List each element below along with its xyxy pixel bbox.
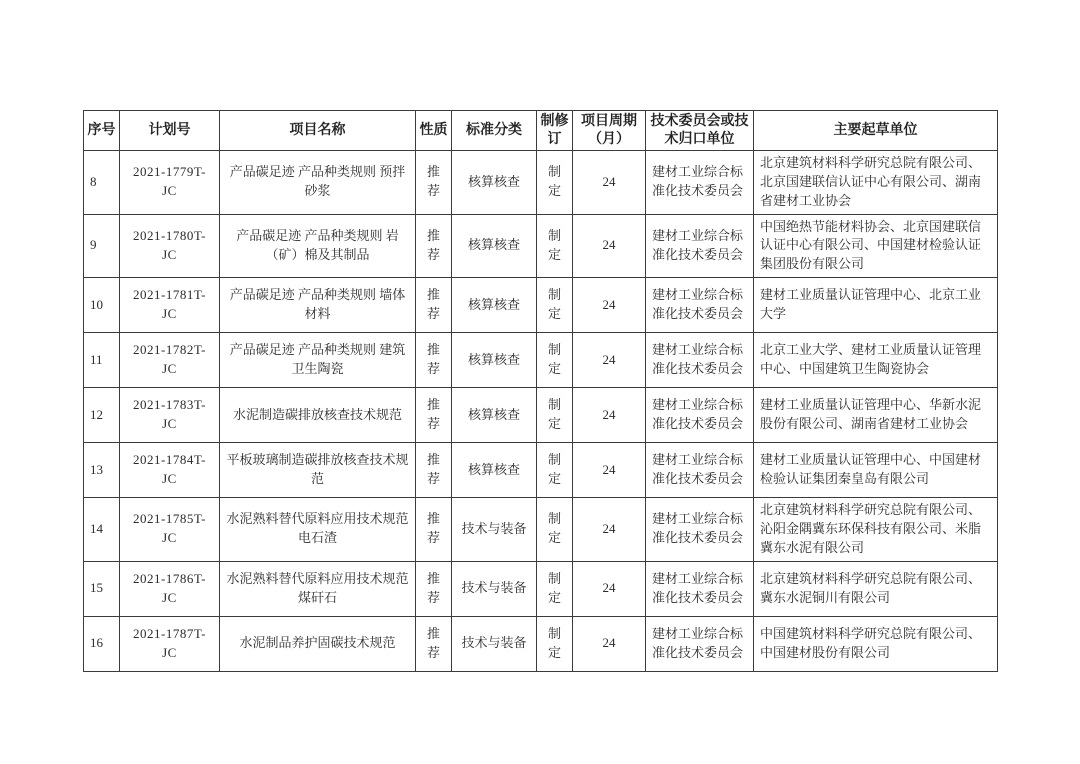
cell-nature: 推荐	[416, 616, 452, 671]
cell-rev-type: 制定	[537, 151, 573, 215]
cell-drafters: 建材工业质量认证管理中心、北京工业大学	[754, 278, 998, 333]
cell-project-name: 水泥制品养护固碳技术规范	[220, 616, 416, 671]
cell-nature: 推荐	[416, 333, 452, 388]
cell-project-name: 产品碳足迹 产品种类规则 岩（矿）棉及其制品	[220, 214, 416, 278]
cell-plan-no: 2021-1780T-JC	[120, 214, 220, 278]
cell-category: 技术与装备	[452, 616, 537, 671]
cell-category: 核算核查	[452, 443, 537, 498]
cell-period: 24	[573, 214, 646, 278]
table-row	[84, 151, 998, 215]
cell-committee: 建材工业综合标准化技术委员会	[646, 561, 754, 616]
cell-rev-type: 制定	[537, 278, 573, 333]
cell-period: 24	[573, 616, 646, 671]
table-row	[84, 561, 998, 616]
cell-plan-no: 2021-1784T-JC	[120, 443, 220, 498]
cell-plan-no: 2021-1787T-JC	[120, 616, 220, 671]
cell-period: 24	[573, 443, 646, 498]
cell-project-name: 产品碳足迹 产品种类规则 建筑卫生陶瓷	[220, 333, 416, 388]
cell-category: 核算核查	[452, 151, 537, 215]
column-header-name: 项目名称	[220, 111, 416, 151]
column-header-rev-type: 制修订	[537, 111, 573, 151]
cell-project-name: 水泥熟料替代原料应用技术规范 煤矸石	[220, 561, 416, 616]
cell-seq: 12	[84, 388, 120, 443]
cell-plan-no: 2021-1786T-JC	[120, 561, 220, 616]
cell-committee: 建材工业综合标准化技术委员会	[646, 333, 754, 388]
table-row	[84, 388, 998, 443]
table-row	[84, 443, 998, 498]
cell-committee: 建材工业综合标准化技术委员会	[646, 214, 754, 278]
cell-category: 技术与装备	[452, 561, 537, 616]
cell-rev-type: 制定	[537, 616, 573, 671]
cell-period: 24	[573, 151, 646, 215]
cell-plan-no: 2021-1779T-JC	[120, 151, 220, 215]
table-row	[84, 616, 998, 671]
column-header-nature: 性质	[416, 111, 452, 151]
cell-category: 核算核查	[452, 333, 537, 388]
table-header	[84, 111, 998, 151]
cell-committee: 建材工业综合标准化技术委员会	[646, 388, 754, 443]
cell-nature: 推荐	[416, 561, 452, 616]
table-row	[84, 278, 998, 333]
cell-nature: 推荐	[416, 388, 452, 443]
standards-plan-table	[83, 110, 998, 672]
cell-category: 技术与装备	[452, 498, 537, 562]
cell-period: 24	[573, 333, 646, 388]
cell-nature: 推荐	[416, 214, 452, 278]
cell-period: 24	[573, 388, 646, 443]
column-header-plan-no: 计划号	[120, 111, 220, 151]
cell-project-name: 产品碳足迹 产品种类规则 预拌砂浆	[220, 151, 416, 215]
column-header-seq: 序号	[84, 111, 120, 151]
cell-drafters: 北京建筑材料科学研究总院有限公司、沁阳金隅冀东环保科技有限公司、米脂冀东水泥有限公司	[754, 498, 998, 562]
header-row	[84, 111, 998, 151]
cell-nature: 推荐	[416, 151, 452, 215]
cell-committee: 建材工业综合标准化技术委员会	[646, 151, 754, 215]
cell-seq: 10	[84, 278, 120, 333]
cell-committee: 建材工业综合标准化技术委员会	[646, 498, 754, 562]
cell-seq: 11	[84, 333, 120, 388]
cell-rev-type: 制定	[537, 561, 573, 616]
cell-rev-type: 制定	[537, 333, 573, 388]
cell-period: 24	[573, 561, 646, 616]
cell-drafters: 中国建筑材料科学研究总院有限公司、中国建材股份有限公司	[754, 616, 998, 671]
column-header-committee: 技术委员会或技术归口单位	[646, 111, 754, 151]
cell-seq: 14	[84, 498, 120, 562]
cell-project-name: 水泥制造碳排放核查技术规范	[220, 388, 416, 443]
cell-period: 24	[573, 278, 646, 333]
cell-drafters: 北京工业大学、建材工业质量认证管理中心、中国建筑卫生陶瓷协会	[754, 333, 998, 388]
cell-committee: 建材工业综合标准化技术委员会	[646, 278, 754, 333]
cell-seq: 9	[84, 214, 120, 278]
cell-nature: 推荐	[416, 443, 452, 498]
cell-drafters: 建材工业质量认证管理中心、华新水泥股份有限公司、湖南省建材工业协会	[754, 388, 998, 443]
table-row	[84, 333, 998, 388]
cell-project-name: 平板玻璃制造碳排放核查技术规范	[220, 443, 416, 498]
cell-drafters: 建材工业质量认证管理中心、中国建材检验认证集团秦皇岛有限公司	[754, 443, 998, 498]
cell-project-name: 水泥熟料替代原料应用技术规范 电石渣	[220, 498, 416, 562]
cell-committee: 建材工业综合标准化技术委员会	[646, 443, 754, 498]
cell-plan-no: 2021-1783T-JC	[120, 388, 220, 443]
cell-category: 核算核查	[452, 278, 537, 333]
cell-drafters: 中国绝热节能材料协会、北京国建联信认证中心有限公司、中国建材检验认证集团股份有限公司	[754, 214, 998, 278]
cell-seq: 16	[84, 616, 120, 671]
table-body	[84, 151, 998, 672]
cell-plan-no: 2021-1782T-JC	[120, 333, 220, 388]
cell-seq: 15	[84, 561, 120, 616]
cell-category: 核算核查	[452, 388, 537, 443]
cell-rev-type: 制定	[537, 443, 573, 498]
cell-category: 核算核查	[452, 214, 537, 278]
cell-rev-type: 制定	[537, 388, 573, 443]
table-row	[84, 498, 998, 562]
cell-project-name: 产品碳足迹 产品种类规则 墙体材料	[220, 278, 416, 333]
cell-seq: 13	[84, 443, 120, 498]
cell-drafters: 北京建筑材料科学研究总院有限公司、北京国建联信认证中心有限公司、湖南省建材工业协会	[754, 151, 998, 215]
cell-period: 24	[573, 498, 646, 562]
cell-committee: 建材工业综合标准化技术委员会	[646, 616, 754, 671]
column-header-drafters: 主要起草单位	[754, 111, 998, 151]
cell-nature: 推荐	[416, 278, 452, 333]
cell-seq: 8	[84, 151, 120, 215]
cell-rev-type: 制定	[537, 214, 573, 278]
cell-plan-no: 2021-1785T-JC	[120, 498, 220, 562]
cell-plan-no: 2021-1781T-JC	[120, 278, 220, 333]
cell-rev-type: 制定	[537, 498, 573, 562]
cell-drafters: 北京建筑材料科学研究总院有限公司、冀东水泥铜川有限公司	[754, 561, 998, 616]
table-row	[84, 214, 998, 278]
column-header-period: 项目周期（月）	[573, 111, 646, 151]
cell-nature: 推荐	[416, 498, 452, 562]
column-header-category: 标准分类	[452, 111, 537, 151]
